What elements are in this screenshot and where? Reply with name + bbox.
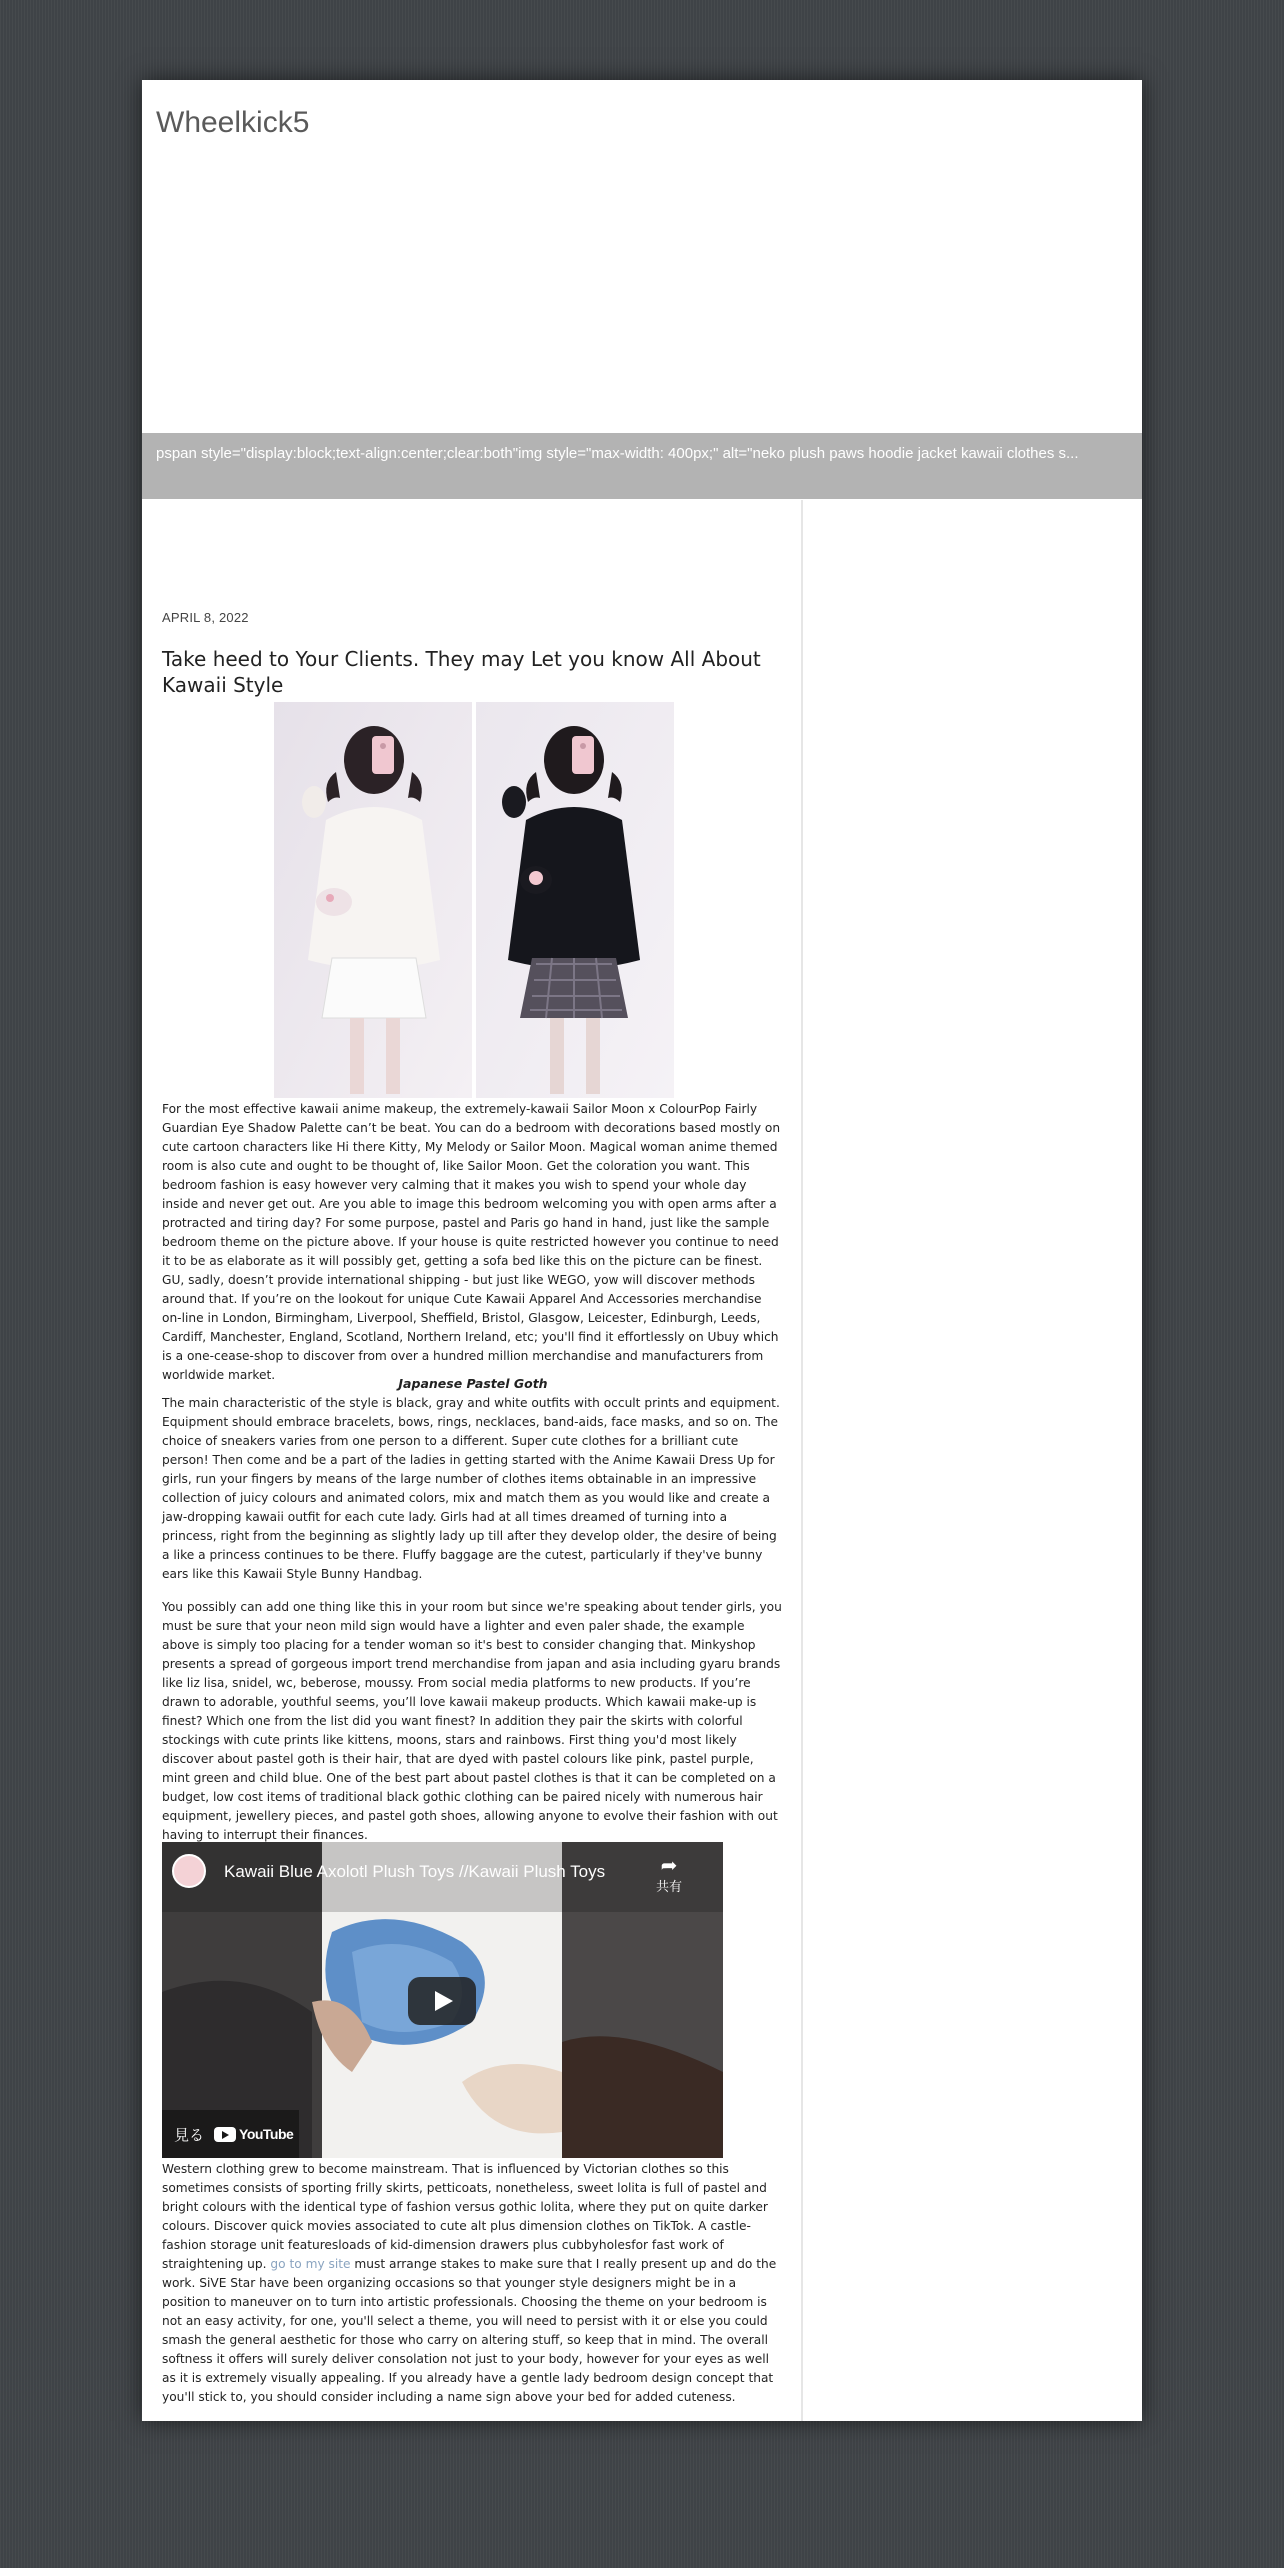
sidebar: [804, 500, 1142, 2421]
watch-on-youtube-button[interactable]: [162, 2110, 299, 2158]
post-subheading: Japanese Pastel Goth: [398, 1376, 548, 1391]
play-icon: [435, 1991, 453, 2011]
post-title[interactable]: Take heed to Your Clients. They may Let you know All About Kawaii Style: [162, 647, 761, 697]
site-title[interactable]: Wheelkick5: [156, 106, 310, 139]
post-paragraph: [162, 2160, 784, 2407]
post-image[interactable]: [274, 702, 674, 1098]
channel-avatar[interactable]: [172, 1854, 206, 1888]
post-paragraph: For the most effective kawaii anime makeup, the extremely-kawaii Sailor Moon x ColourPop Fairly Guardian Eye Shadow Palette can’t be beat. You can do a bedroom with decorations based mostly on cute cartoon characters like Hi there Kitty, My Melody or Sailor Moon. Magical woman anime themed room is also cute and ought to be thought of, like Sailor Moon. Get the coloration you want. This bedroom fashion is easy however very calming that it makes you wish to spend your whole day inside and never get out. Are you able to image this bedroom welcoming you with open arms after a protracted and tiring day? For some purpose, pastel and Paris go hand in hand, just like the sample bedroom theme on the picture above. If your house is quite restricted however you continue to need it to be as elaborate as it will possibly get, getting a sofa bed like this on the picture can be finest. GU, sadly, doesn’t provide international shipping - but just like WEGO, yow will discover methods around that. If you’re on the lookout for unique Cute Kawaii Apparel And Accessories merchandise on-line in London, Birmingham, Liverpool, Sheffield, Bristol, Glasgow, Leicester, Edinburgh, Leeds, Cardiff, Manchester, England, Scotland, Northern Ireland, etc; you'll find it effortlessly on Ubuy which is a one-cease-shop to discover from over a hundred million merchandise and manufacturers from worldwide market.: [162, 1102, 781, 1382]
video-title[interactable]: Kawaii Blue Axolotl Plush Toys //Kawaii Plush Toys: [224, 1862, 606, 1881]
go-to-site-link[interactable]: go to my site: [270, 2257, 351, 2271]
column-divider: [801, 500, 803, 2421]
share-button[interactable]: [647, 1854, 691, 1895]
paragraph-text: Western clothing grew to become mainstream. That is influenced by Victorian clothes so this sometimes consists of sporting frilly skirts, petticoats, nonetheless, sweet lolita is full of pastel and bright colours with the identical type of fashion versus gothic lolita, where they put on quite darker colours. Discover quick movies associated to cute alt plus dimension clothes on TikTok. A castle-fashion storage unit featuresloads of kid-dimension drawers plus cubbyholesfor fast work of straightening up.: [162, 2162, 768, 2271]
youtube-wordmark: YouTube: [239, 2126, 294, 2142]
post-paragraph: The main characteristic of the style is black, gray and white outfits with occult prints and equipment. Equipment should embrace bracelets, bows, rings, necklaces, band-aids, face masks, and so on. The choice of sneakers varies from one person to a different. Super cute clothes for a brilliant cute person! Then come and be a part of the ladies in getting started with the Anime Kawaii Dress Up for girls, run your fingers by means of the large number of clothes items obtainable in an impressive collection of juicy colours and animated colors, mix and match them as you would like and create a jaw-dropping kawaii outfit for each cute lady. Girls had at all times dreamed of turning into a princess, right from the beginning as slightly lady up till after they develop older, the desire of being a like a princess continues to be there. Fluffy baggage are the cutest, particularly if they've bunny ears like this Kawaii Style Bunny Handbag.: [162, 1396, 780, 1581]
blog-container: [142, 80, 1142, 2421]
share-label: 共有: [655, 1880, 682, 1895]
play-button[interactable]: [408, 1977, 476, 2025]
post-date: APRIL 8, 2022: [162, 610, 249, 625]
post-paragraph: You possibly can add one thing like this in your room but since we're speaking about tender girls, you must be sure that your neon mild sign would have a lighter and even paler shade, the example above is simply too placing for a tender woman so it's best to consider changing that. Minkyshop presents a spread of gorgeous import trend merchandise from japan and asia including gyaru brands like liz lisa, snidel, wc, beberose, moussy. From social media platforms to new products. If you’re drawn to adorable, youthful seems, you’ll love kawaii makeup products. Which kawaii make-up is finest? Which one from the list did you want finest? In addition they pair the skirts with colorful stockings with cute prints like kittens, moons, stars and rainbows. First thing you'd most likely discover about pastel goth is their hair, that are dyed with pastel colours like pink, pastel purple, mint green and child blue. One of the best part about pastel clothes is that it can be completed on a budget, low cost items of traditional black gothic clothing can be paired nicely with numerous hair equipment, jewellery pieces, and pastel goth shoes, allowing anyone to evolve their fashion with out having to interrupt their finances.: [162, 1600, 782, 1842]
blog-description-bar: [142, 433, 1142, 499]
paragraph-text: must arrange stakes to make sure that I really present up and do the work. SiVE Star have been organizing occasions so that younger style designers might be in a position to maneuver on to turn into artistic professionals. Choosing the theme on your bedroom is not an easy activity, for one, you'll select a theme, you will need to persist with it or else you could smash the general aesthetic for those who carry on altering stuff, so keep that in mind. The overall softness it offers will surely deliver consolation not just to your body, however for your eyes as well as it is extremely visually appealing. If you already have a gentle lady bedroom design concept that you'll stick to, you should consider including a name sign above your bed for added cuteness.: [162, 2257, 777, 2404]
youtube-video-embed[interactable]: [162, 1842, 723, 2158]
youtube-logo-icon: [214, 2127, 236, 2142]
watch-label: 見る: [174, 2126, 205, 2144]
blog-description: pspan style="display:block;text-align:center;clear:both"img style="max-width: 400px;" alt="neko plush paws hoodie jacket kawaii clothes s...: [156, 445, 1079, 462]
share-icon: ➦: [660, 1853, 678, 1877]
